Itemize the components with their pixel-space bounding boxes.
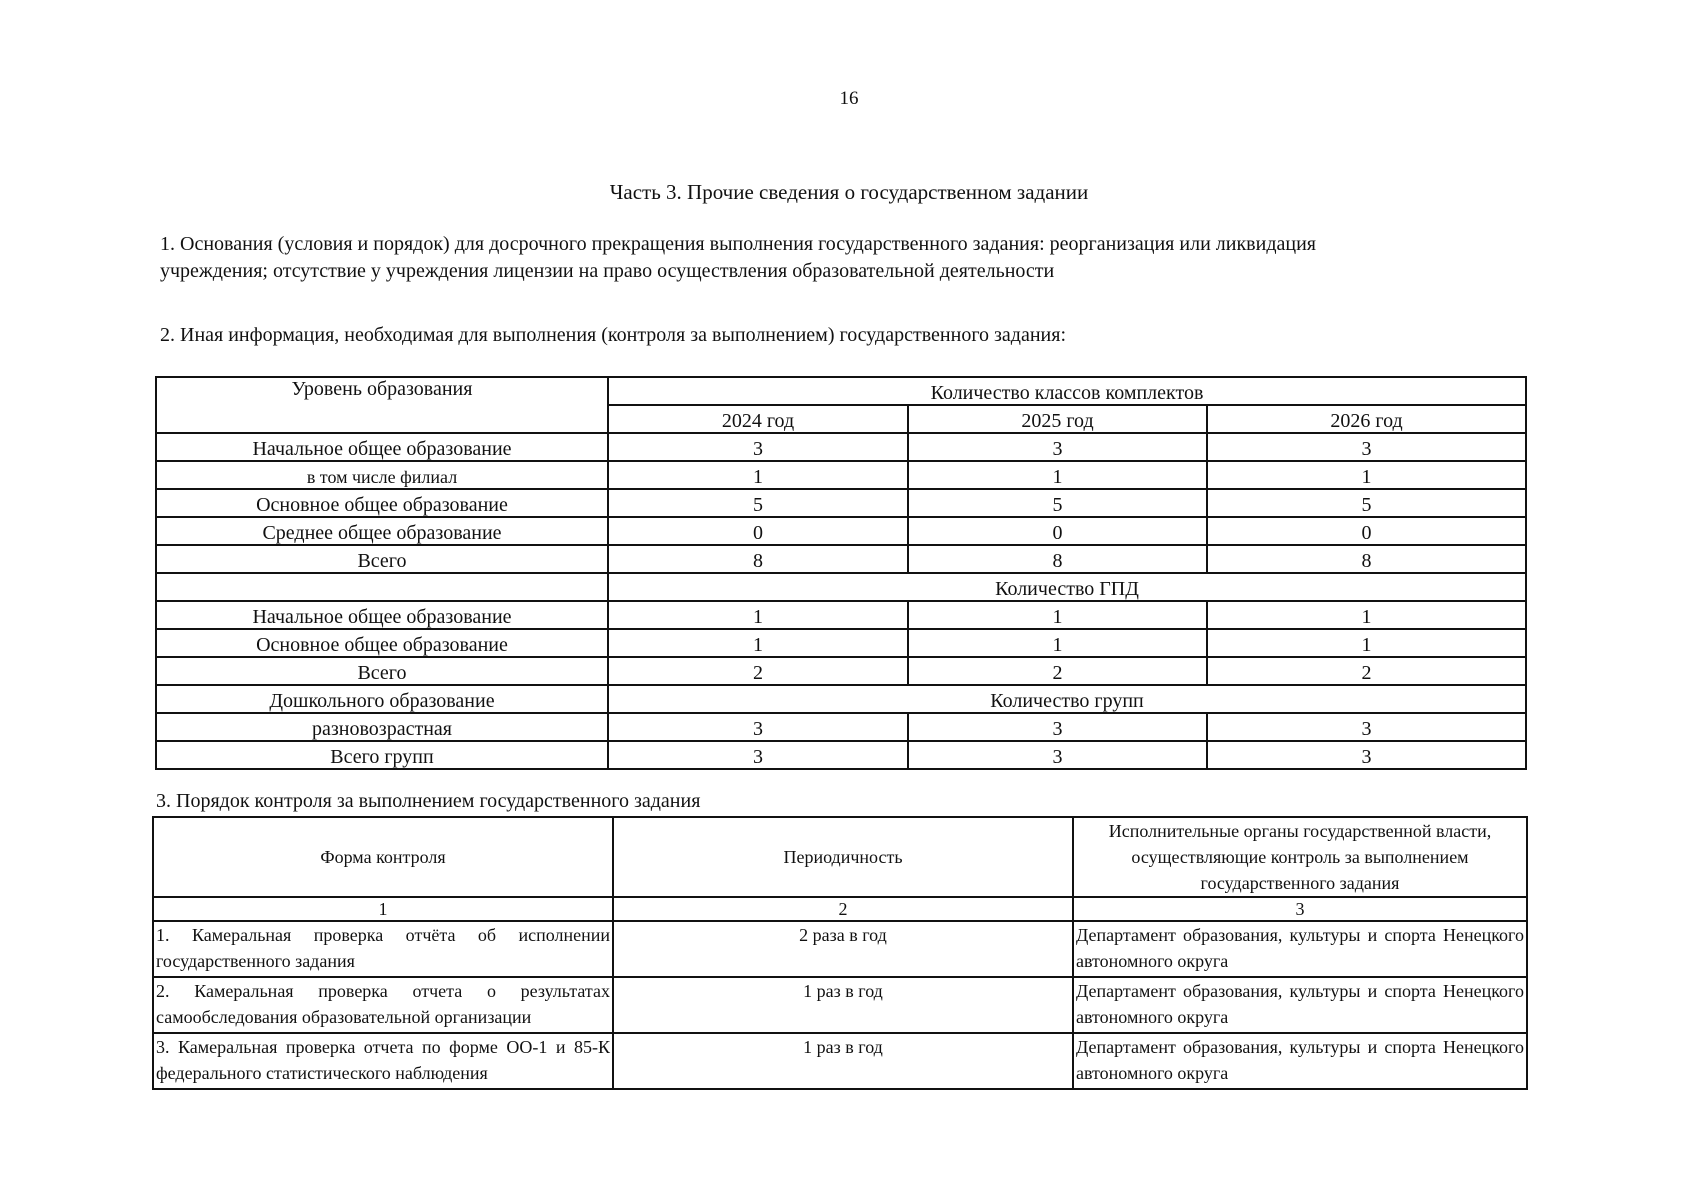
table-row: [156, 657, 1526, 685]
control-authority-text: Департамент образования, культуры и спорта Ненецкого автономного округа: [1076, 1037, 1524, 1083]
control-authority-text: Департамент образования, культуры и спорта Ненецкого автономного округа: [1076, 981, 1524, 1027]
control-periodicity: 1 раз в год: [613, 1033, 1073, 1089]
control-form-text: 3. Камеральная проверка отчета по форме ОО-1 и 85-К федерального статистического наблюдения: [156, 1037, 610, 1083]
control-authority-text: Департамент образования, культуры и спорта Ненецкого автономного округа: [1076, 925, 1524, 971]
cell-value: 3: [1207, 433, 1526, 461]
row-label: в том числе филиал: [156, 461, 608, 489]
cell-value: 3: [908, 741, 1207, 769]
cell-value: 1: [908, 461, 1207, 489]
cell-value: 3: [608, 433, 908, 461]
control-periodicity: 1 раз в год: [613, 977, 1073, 1033]
control-authority: [1073, 1033, 1527, 1089]
grounds-line-2: учреждения; отсутствие у учреждения лицензии на право осуществления образовательной деятельности: [160, 260, 1055, 282]
cell-value: 3: [1207, 713, 1526, 741]
cell-value: 8: [608, 545, 908, 573]
cell-value: 8: [908, 545, 1207, 573]
table-row: [153, 977, 1527, 1033]
year-header: 2025 год: [908, 405, 1207, 433]
cell-value: 3: [908, 433, 1207, 461]
cell-value: 5: [608, 489, 908, 517]
cell-value: 5: [908, 489, 1207, 517]
cell-value: 2: [1207, 657, 1526, 685]
early-termination-grounds: [160, 231, 1450, 285]
control-form: [153, 977, 613, 1033]
form-header: Форма контроля: [153, 817, 613, 897]
cell-value: 3: [608, 713, 908, 741]
authority-header: Исполнительные органы государственной власти, осуществляющие контроль за выполнением государственного задания: [1073, 817, 1527, 897]
control-form: [153, 921, 613, 977]
cell-value: 2: [608, 657, 908, 685]
row-label: Основное общее образование: [156, 629, 608, 657]
cell-value: 2: [908, 657, 1207, 685]
control-form: [153, 1033, 613, 1089]
grounds-line-1: 1. Основания (условия и порядок) для досрочного прекращения выполнения государственного задания: реорганизация или ликвидация: [160, 233, 1316, 255]
column-number: 2: [613, 897, 1073, 921]
row-label: Начальное общее образование: [156, 601, 608, 629]
column-number: 3: [1073, 897, 1527, 921]
row-label: Начальное общее образование: [156, 433, 608, 461]
table-row: [156, 629, 1526, 657]
control-authority: [1073, 977, 1527, 1033]
row-label: разновозрастная: [156, 713, 608, 741]
control-table: [152, 816, 1528, 1090]
column-number: 1: [153, 897, 613, 921]
table-row: [153, 1033, 1527, 1089]
table-row: [156, 489, 1526, 517]
cell-value: 8: [1207, 545, 1526, 573]
empty-cell: [156, 573, 608, 601]
cell-value: 1: [1207, 601, 1526, 629]
control-periodicity: 2 раза в год: [613, 921, 1073, 977]
page-number: 16: [839, 88, 859, 109]
cell-value: 1: [908, 629, 1207, 657]
control-order-heading: 3. Порядок контроля за выполнением государственного задания: [156, 790, 701, 812]
preschool-label: Дошкольного образование: [156, 685, 608, 713]
level-header: Уровень образования: [156, 377, 608, 433]
table-row: [156, 741, 1526, 769]
cell-value: 0: [608, 517, 908, 545]
year-header: 2024 год: [608, 405, 908, 433]
cell-value: 3: [608, 741, 908, 769]
row-label: Среднее общее образование: [156, 517, 608, 545]
part-title: Часть 3. Прочие сведения о государственном задании: [609, 180, 1089, 204]
gpd-count-header: Количество ГПД: [608, 573, 1526, 601]
cell-value: 1: [608, 629, 908, 657]
table-row: [156, 461, 1526, 489]
cell-value: 3: [908, 713, 1207, 741]
row-label: Всего: [156, 657, 608, 685]
cell-value: 1: [608, 601, 908, 629]
table-row: [156, 601, 1526, 629]
cell-value: 1: [608, 461, 908, 489]
table-row: [156, 545, 1526, 573]
periodicity-header: Периодичность: [613, 817, 1073, 897]
row-label: Всего: [156, 545, 608, 573]
table-row: [156, 517, 1526, 545]
groups-count-header: Количество групп: [608, 685, 1526, 713]
cell-value: 0: [1207, 517, 1526, 545]
other-info-heading: 2. Иная информация, необходимая для выполнения (контроля за выполнением) государственного задания:: [160, 324, 1067, 346]
row-label: Основное общее образование: [156, 489, 608, 517]
cell-value: 1: [908, 601, 1207, 629]
cell-value: 1: [1207, 461, 1526, 489]
table-row: [153, 921, 1527, 977]
row-label: Всего групп: [156, 741, 608, 769]
control-form-text: 2. Камеральная проверка отчета о результатах самообследования образовательной организации: [156, 981, 610, 1027]
cell-value: 1: [1207, 629, 1526, 657]
table-row: [156, 713, 1526, 741]
cell-value: 3: [1207, 741, 1526, 769]
cell-value: 5: [1207, 489, 1526, 517]
classes-count-header: Количество классов комплектов: [608, 377, 1526, 405]
classes-table: [155, 376, 1527, 770]
cell-value: 0: [908, 517, 1207, 545]
year-header: 2026 год: [1207, 405, 1526, 433]
table-row: [156, 433, 1526, 461]
control-authority: [1073, 921, 1527, 977]
control-form-text: 1. Камеральная проверка отчёта об исполнении государственного задания: [156, 925, 610, 971]
